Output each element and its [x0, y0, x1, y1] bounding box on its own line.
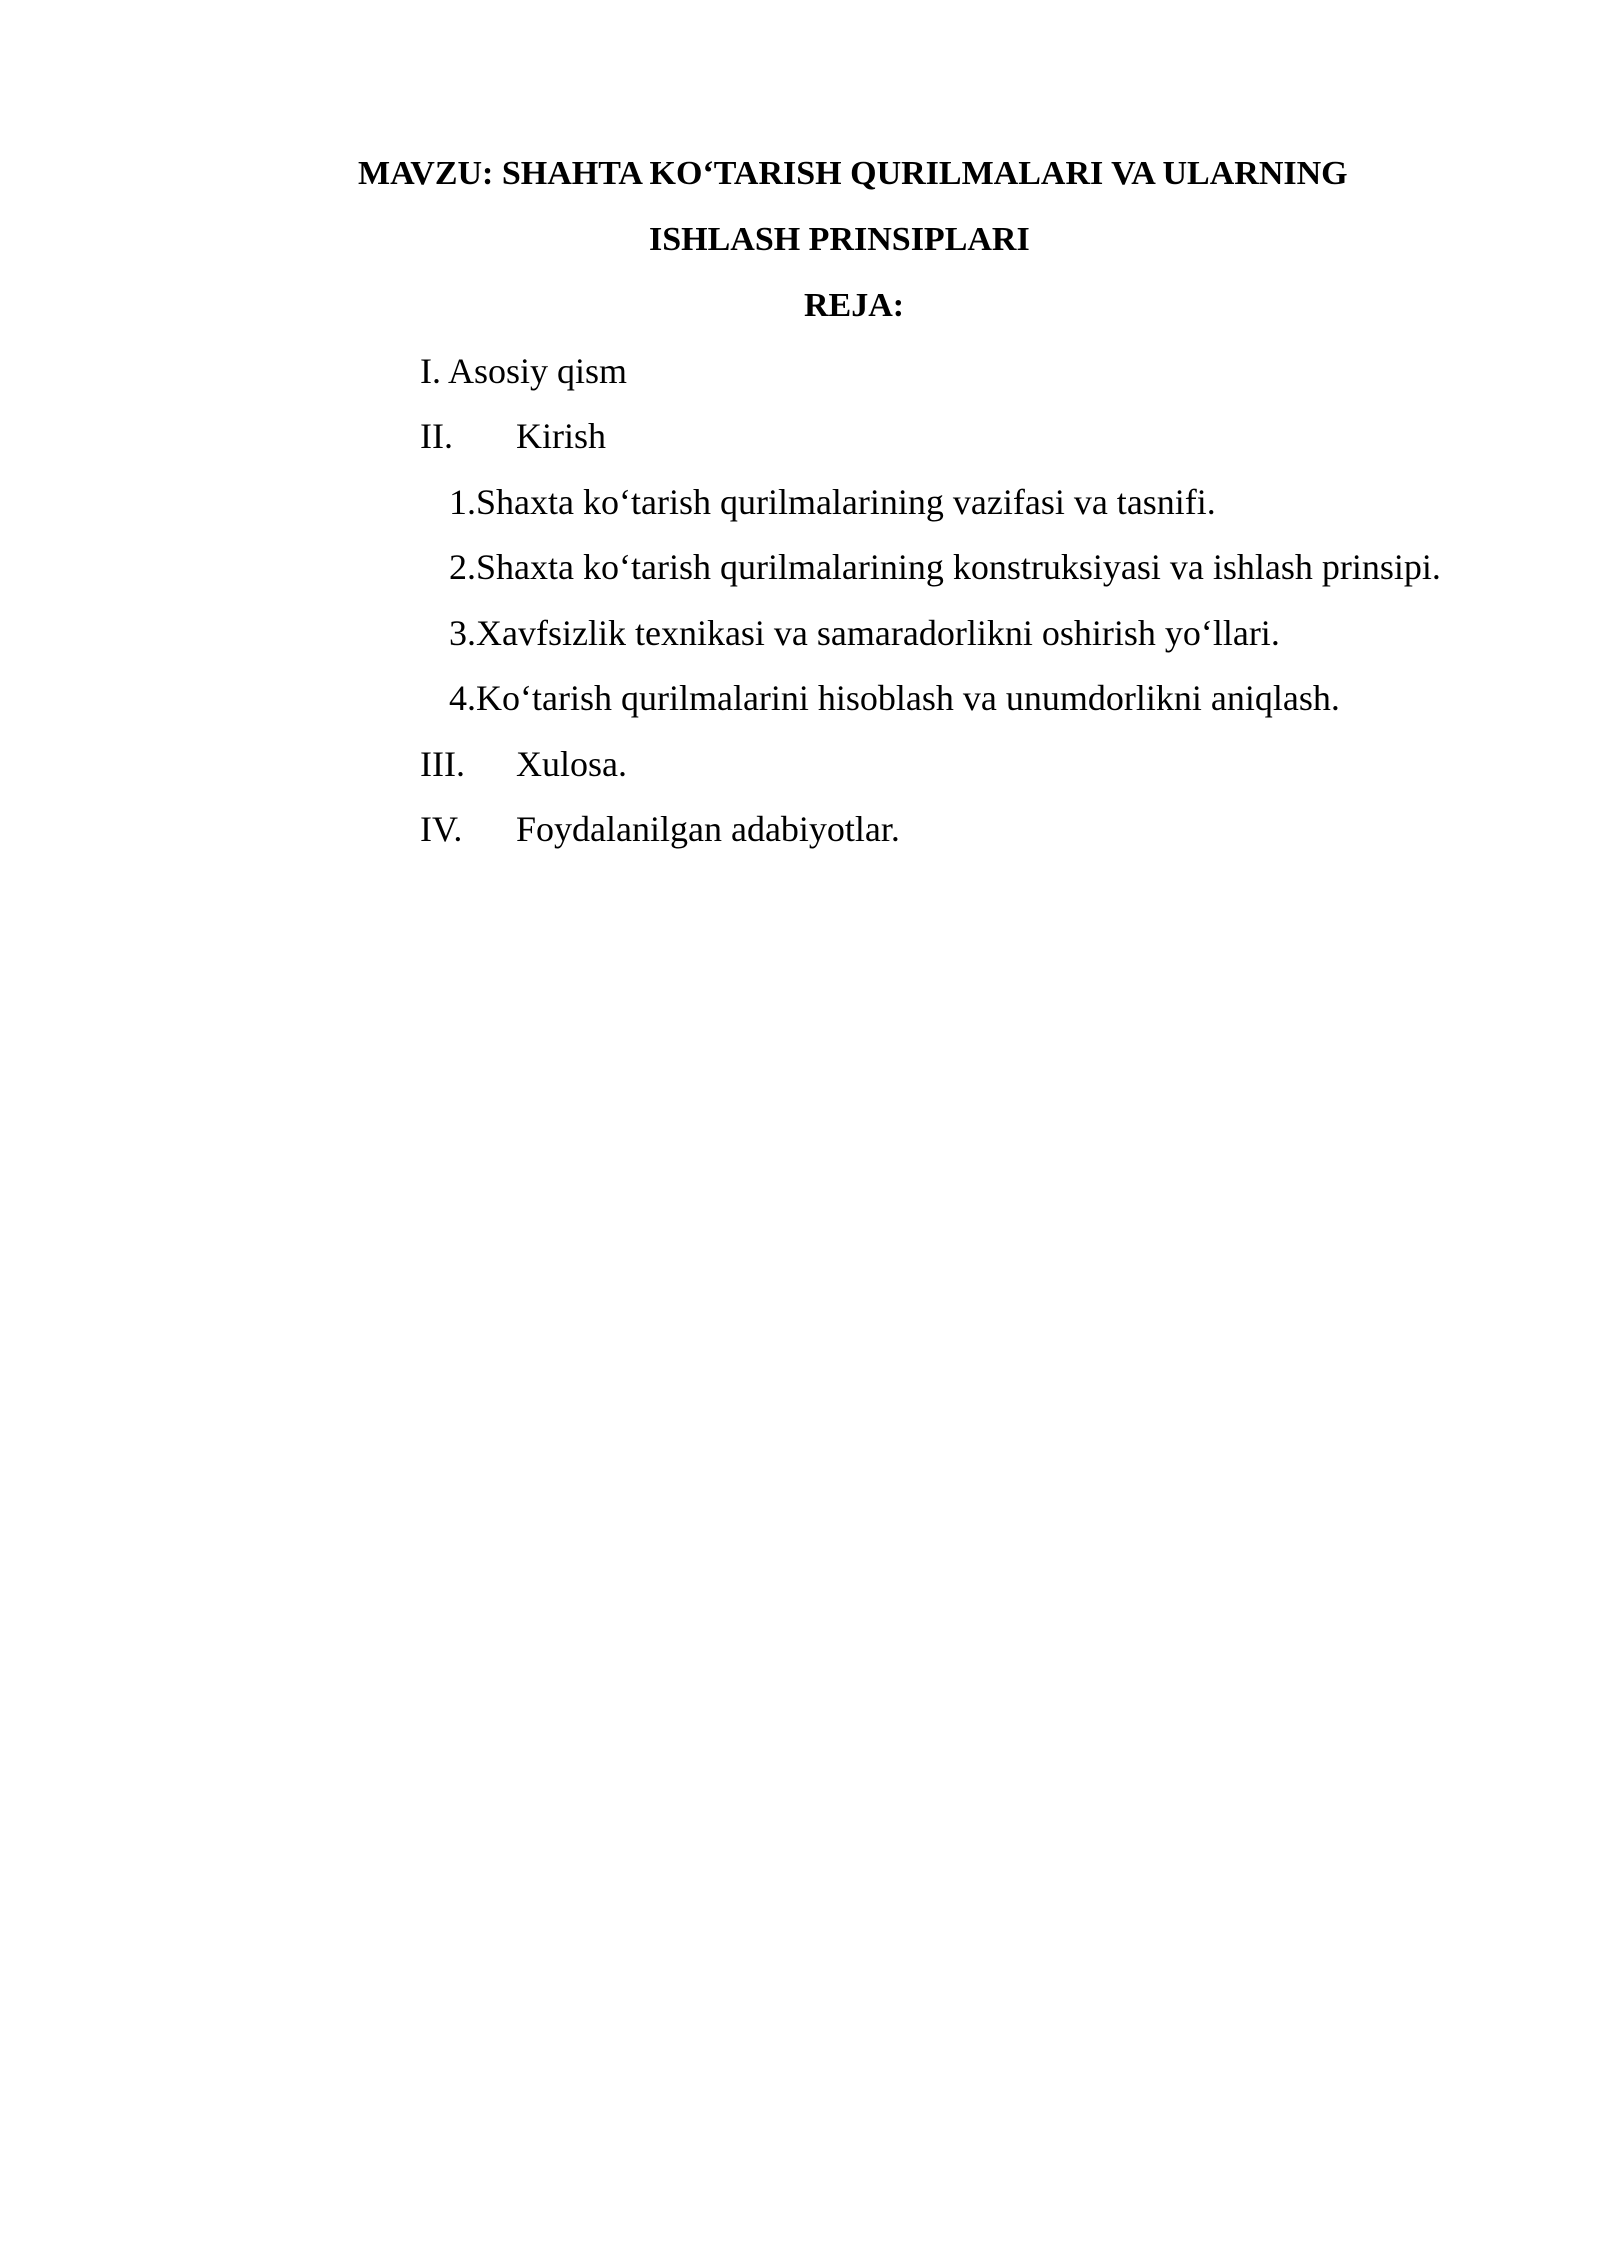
outline-text: Xavfsizlik texnikasi va samaradorlikni oshirish yo‘llari. [476, 613, 1280, 653]
outline-text: Ko‘tarish qurilmalarini hisoblash va unumdorlikni aniqlash. [476, 678, 1340, 718]
outline-text-4: Foydalanilgan adabiyotlar. [516, 809, 900, 849]
title-line-2: ISHLASH PRINSIPLARI [649, 221, 1030, 258]
outline-item-sub-3 [449, 615, 1280, 651]
outline-marker: 4. [449, 678, 476, 718]
outline-item-sub-2 [449, 549, 1441, 585]
outline-item-sub-1 [449, 484, 1216, 520]
outline-text-2: Kirish [516, 416, 606, 456]
outline-marker: 2. [449, 547, 476, 587]
outline-marker-3: III. [420, 744, 465, 784]
outline-text-3: Xulosa. [516, 744, 627, 784]
outline-marker-4: IV. [420, 809, 463, 849]
title-line-1: MAVZU: SHAHTA KO‘TARISH QURILMALARI VA ULARNING [358, 155, 1348, 192]
outline-marker: 1. [449, 482, 476, 522]
outline-marker: 3. [449, 613, 476, 653]
outline-marker: I. [420, 351, 441, 391]
plan-heading: REJA: [804, 287, 905, 324]
outline-text: Shaxta ko‘tarish qurilmalarining konstruksiyasi va ishlash prinsipi. [476, 547, 1441, 587]
outline-marker-2: II. [420, 416, 453, 456]
outline-text: Asosiy qism [448, 351, 628, 391]
outline-item-1 [420, 353, 627, 389]
outline-item-sub-4 [449, 680, 1340, 716]
outline-text: Shaxta ko‘tarish qurilmalarining vazifasi va tasnifi. [476, 482, 1216, 522]
